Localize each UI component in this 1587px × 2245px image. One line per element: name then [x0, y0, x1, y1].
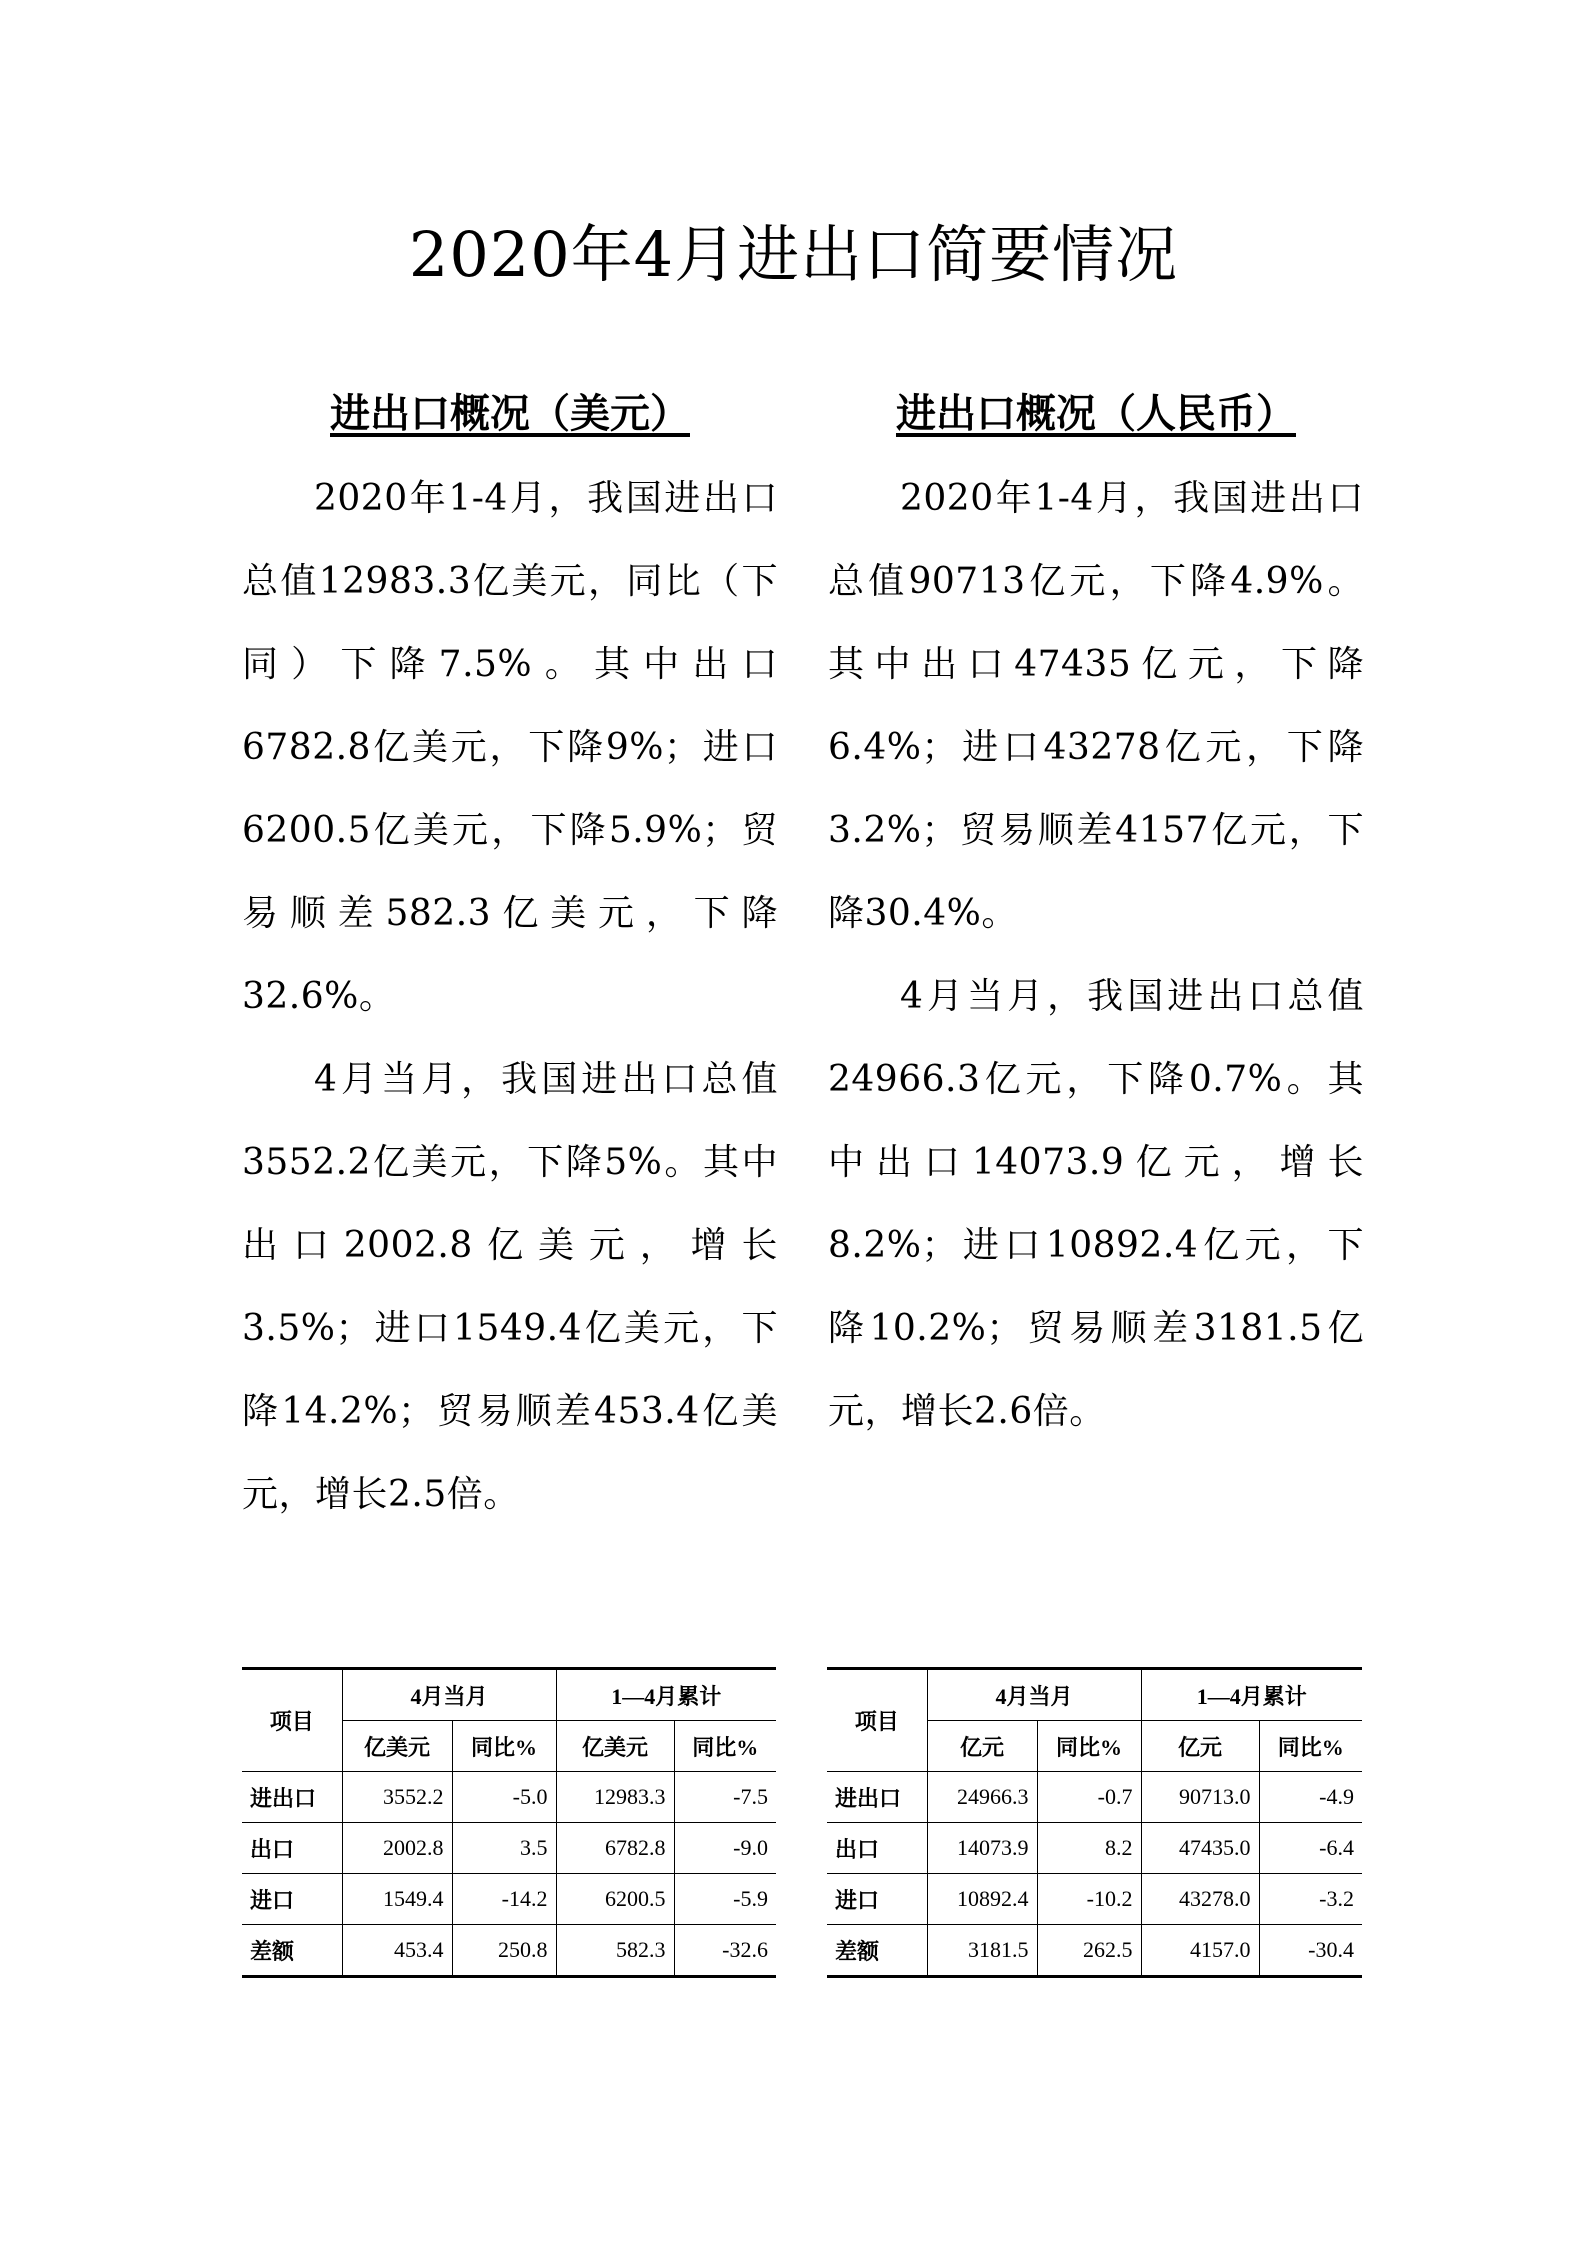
table-subheader: 亿美元: [556, 1721, 674, 1772]
table-cell: -4.9: [1259, 1772, 1362, 1823]
table-cell: -6.4: [1259, 1823, 1362, 1874]
usd-section: [242, 385, 778, 1536]
table-header-item: 项目: [242, 1669, 342, 1772]
table-cell: 4157.0: [1141, 1925, 1259, 1977]
table-cell: -0.7: [1037, 1772, 1141, 1823]
table-subheader: 同比%: [1037, 1721, 1141, 1772]
table-cell: 262.5: [1037, 1925, 1141, 1977]
table-row: [827, 1874, 1362, 1925]
rmb-heading-text: 进出口概况（人民币）: [896, 390, 1296, 437]
table-cell: 90713.0: [1141, 1772, 1259, 1823]
usd-paragraph-1: 2020年1-4月，我国进出口总值12983.3亿美元，同比（下同）下降7.5%。其中出口6782.8亿美元，下降9%；进口6200.5亿美元，下降5.9%；贸易顺差582.3亿美元，下降32.6%。: [242, 478, 778, 1017]
table-cell: -10.2: [1037, 1874, 1141, 1925]
table-cell: 24966.3: [927, 1772, 1037, 1823]
table-subheader: 亿元: [1141, 1721, 1259, 1772]
table-subheader: 亿元: [927, 1721, 1037, 1772]
table-cell: 582.3: [556, 1925, 674, 1977]
table-subheader: 亿美元: [342, 1721, 452, 1772]
table-cell: -7.5: [674, 1772, 776, 1823]
table-row: [827, 1823, 1362, 1874]
table-header-month: 4月当月: [342, 1669, 556, 1721]
table-cell: -14.2: [452, 1874, 556, 1925]
table-cell: 453.4: [342, 1925, 452, 1977]
table-subheader: 同比%: [1259, 1721, 1362, 1772]
table-header-cumulative: 1—4月累计: [556, 1669, 776, 1721]
row-label: 差额: [835, 1938, 880, 1964]
row-label: 出口: [827, 1823, 927, 1874]
table-row: [242, 1874, 776, 1925]
table-cell: -3.2: [1259, 1874, 1362, 1925]
table-cell: 10892.4: [927, 1874, 1037, 1925]
usd-heading: [242, 385, 778, 443]
table-row: [827, 1925, 1362, 1977]
table-header-cumulative: 1—4月累计: [1141, 1669, 1362, 1721]
rmb-table: [827, 1667, 1362, 1978]
table-row: [242, 1772, 776, 1823]
table-cell: -9.0: [674, 1823, 776, 1874]
page-title: 2020年4月进出口简要情况: [408, 218, 1179, 291]
row-label: 差额: [250, 1938, 295, 1964]
rmb-section: [828, 385, 1364, 1453]
table-subheader: 同比%: [452, 1721, 556, 1772]
table-header-month: 4月当月: [927, 1669, 1141, 1721]
table-row: [242, 1823, 776, 1874]
table-cell: 43278.0: [1141, 1874, 1259, 1925]
table-cell: -5.0: [452, 1772, 556, 1823]
table-cell: 6200.5: [556, 1874, 674, 1925]
rmb-paragraph-1: 2020年1-4月，我国进出口总值90713亿元，下降4.9%。其中出口47435亿元，下降6.4%；进口43278亿元，下降3.2%；贸易顺差4157亿元，下降30.4%。: [828, 478, 1364, 934]
rmb-heading: [828, 385, 1364, 443]
usd-heading-text: 进出口概况（美元）: [330, 390, 690, 437]
table-row: [827, 1772, 1362, 1823]
table-cell: 6782.8: [556, 1823, 674, 1874]
table-cell: 2002.8: [342, 1823, 452, 1874]
table-cell: 8.2: [1037, 1823, 1141, 1874]
table-subheader: 同比%: [674, 1721, 776, 1772]
row-label: 进口: [827, 1874, 927, 1925]
table-cell: 3181.5: [927, 1925, 1037, 1977]
table-cell: 1549.4: [342, 1874, 452, 1925]
row-label: 进出口: [242, 1772, 342, 1823]
table-cell: 47435.0: [1141, 1823, 1259, 1874]
table-cell: 12983.3: [556, 1772, 674, 1823]
usd-table: [242, 1667, 776, 1978]
table-cell: 3552.2: [342, 1772, 452, 1823]
row-label: 进口: [242, 1874, 342, 1925]
table-header-item: 项目: [827, 1669, 927, 1772]
table-cell: -32.6: [674, 1925, 776, 1977]
table-cell: -30.4: [1259, 1925, 1362, 1977]
table-cell: 250.8: [452, 1925, 556, 1977]
table-row: [242, 1925, 776, 1977]
table-cell: 14073.9: [927, 1823, 1037, 1874]
rmb-paragraph-2: 4月当月，我国进出口总值24966.3亿元，下降0.7%。其中出口14073.9亿元，增长8.2%；进口10892.4亿元，下降10.2%；贸易顺差3181.5亿元，增长2.6倍。: [828, 976, 1364, 1432]
usd-paragraph-2: 4月当月，我国进出口总值3552.2亿美元，下降5%。其中出口2002.8亿美元，增长3.5%；进口1549.4亿美元，下降14.2%；贸易顺差453.4亿美元，增长2.5倍。: [242, 1059, 778, 1515]
table-cell: -5.9: [674, 1874, 776, 1925]
row-label: 出口: [242, 1823, 342, 1874]
table-cell: 3.5: [452, 1823, 556, 1874]
row-label: 进出口: [827, 1772, 927, 1823]
